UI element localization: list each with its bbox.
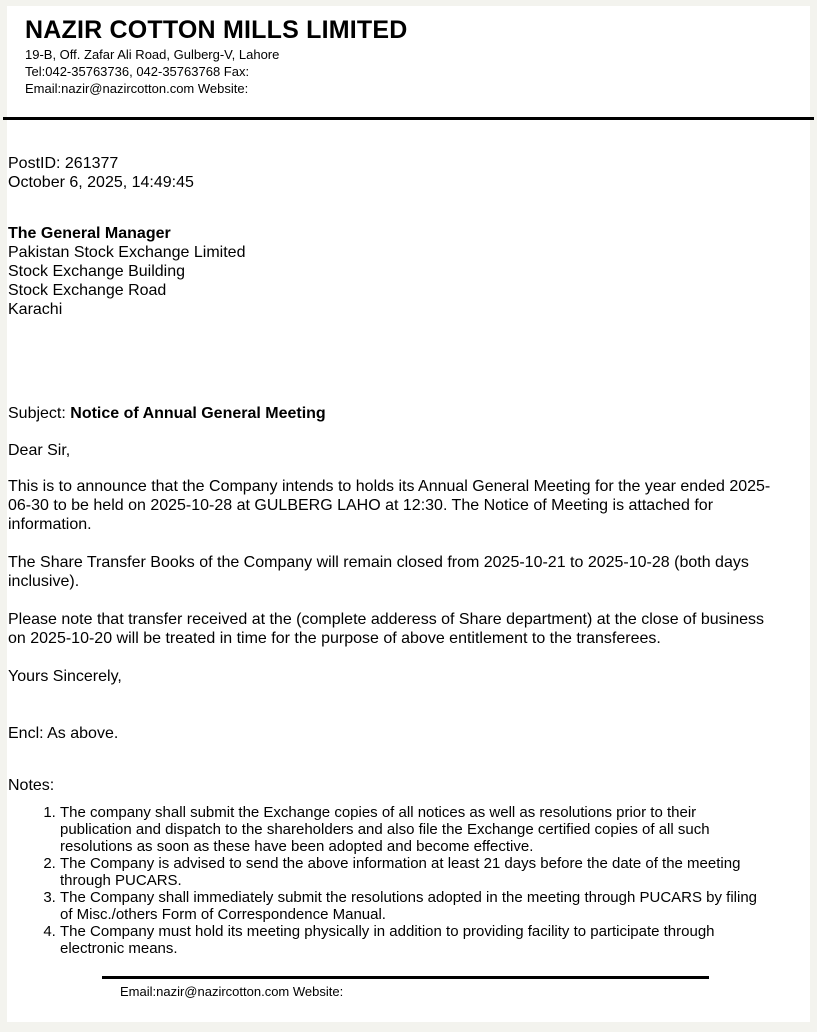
notes-heading: Notes: [8, 777, 55, 794]
recipient-line: Stock Exchange Building [8, 263, 185, 280]
notes-list [8, 804, 770, 957]
note-item: 2. The Company is advised to send the above information at least 21 days before the date of the meeting through PUCARS. [60, 855, 770, 889]
letterhead-email-line: Email:nazir@nazircotton.com Website: [25, 81, 249, 96]
recipient-title: The General Manager [8, 225, 171, 242]
footer-email-line: Email:nazir@nazircotton.com Website: [120, 984, 344, 999]
letterhead-contact-block [25, 46, 810, 97]
body-paragraph: This is to announce that the Company intends to holds its Annual General Meeting for the year ended 2025-06-30 to be held on 2025-10-28 at GULBERG LAHO at 12:30. The Notice of Meeting is attached for information. [8, 478, 771, 533]
note-item: 3. The Company shall immediately submit the resolutions adopted in the meeting through PUCARS by filing of Misc./others Form of Correspondence Manual. [60, 889, 770, 923]
subject-label: Subject: [8, 405, 71, 422]
body-paragraph: The Share Transfer Books of the Company will remain closed from 2025-10-21 to 2025-10-28 (both days inclusive). [8, 554, 749, 590]
header-rule [3, 117, 814, 120]
post-meta-block [8, 154, 782, 192]
company-name: NAZIR COTTON MILLS LIMITED [25, 16, 408, 44]
recipient-line: Karachi [8, 301, 63, 318]
letter-body [7, 154, 810, 957]
recipient-line: Stock Exchange Road [8, 282, 167, 299]
note-item: 1. The company shall submit the Exchange copies of all notices as well as resolutions prior to their publication and dispatch to the shareholders and also file the Exchange certified copies of all such resolutions as soon as these have been adopted and become effective. [60, 804, 770, 855]
closing: Yours Sincerely, [8, 668, 122, 685]
recipient-line: Pakistan Stock Exchange Limited [8, 244, 246, 261]
letter-paper [7, 6, 810, 1022]
note-item: 4. The Company must hold its meeting physically in addition to providing facility to participate through electronic means. [60, 923, 770, 957]
footer [102, 976, 709, 1000]
salutation: Dear Sir, [8, 442, 71, 459]
letterhead-phone-line: Tel:042-35763736, 042-35763768 Fax: [25, 64, 250, 79]
enclosure-line: Encl: As above. [8, 725, 119, 742]
subject-value: Notice of Annual General Meeting [70, 405, 326, 422]
post-id-line: PostID: 261377 [8, 155, 119, 172]
recipient-address-block [8, 224, 782, 319]
post-datetime-line: October 6, 2025, 14:49:45 [8, 174, 194, 191]
letterhead [7, 6, 810, 97]
body-paragraph: Please note that transfer received at the (complete adderess of Share department) at the close of business on 2025-10-20 will be treated in time for the purpose of above entitlement to the transferees. [8, 611, 764, 647]
subject-line [8, 404, 782, 423]
letterhead-address-line: 19-B, Off. Zafar Ali Road, Gulberg-V, Lahore [25, 47, 280, 62]
